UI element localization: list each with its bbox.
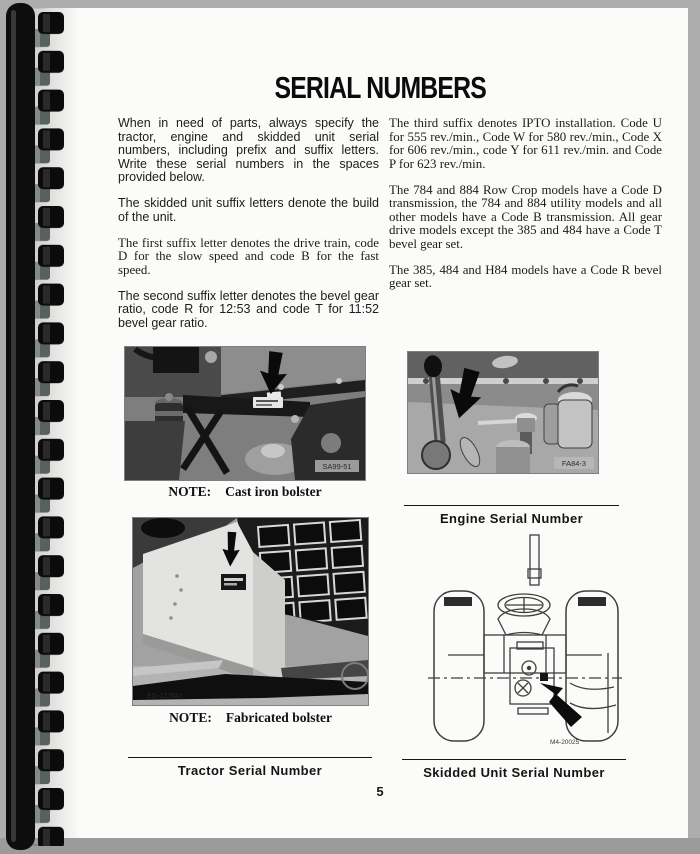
engine-serial-photo bbox=[408, 352, 598, 473]
note-label: NOTE: bbox=[169, 710, 212, 725]
drawing-code-label: M4-20025 bbox=[550, 739, 580, 746]
paragraph: The 385, 484 and H84 models have a Code R bevel gear set. bbox=[389, 262, 662, 290]
caption-text: Engine Serial Number bbox=[439, 511, 584, 526]
skidded-unit-drawing bbox=[420, 533, 630, 760]
tractor-serial-caption bbox=[128, 757, 372, 778]
cast-iron-note-caption bbox=[125, 484, 365, 500]
binding-spine bbox=[6, 3, 35, 850]
note-text: Fabricated bolster bbox=[225, 710, 332, 725]
serial-plate bbox=[221, 574, 246, 590]
photo-code-label: FA84-3 bbox=[561, 459, 587, 468]
caption-text: Skidded Unit Serial Number bbox=[423, 765, 605, 780]
paragraph: The third suffix denotes IPTO installation. Code U for 555 rev./min., Code W for 580 rev./min., Code X for 606 rev./min., code Y for 611 rev./min. and Code P for 623 rev./min. bbox=[389, 116, 662, 171]
scan-bottom-border bbox=[0, 838, 700, 854]
fabricated-note-caption bbox=[133, 710, 368, 726]
note-text: Cast iron bolster bbox=[225, 484, 322, 499]
photo-code-label: EG-127641 bbox=[147, 693, 183, 700]
skidded-unit-figure bbox=[420, 533, 630, 760]
right-text-column bbox=[389, 117, 662, 303]
note-label: NOTE: bbox=[168, 484, 212, 499]
paragraph: When in need of parts, always specify the tractor, engine and skidded unit serial numbers, including prefix and suffix letters. Write these serial numbers in the spaces provided below. bbox=[118, 116, 379, 184]
page-number: 5 bbox=[376, 784, 384, 799]
engine-serial-caption bbox=[404, 505, 619, 526]
fabricated-bolster-figure bbox=[133, 518, 368, 705]
skidded-serial-caption bbox=[402, 759, 626, 780]
cast-iron-bolster-figure bbox=[125, 347, 365, 480]
photo-code-label: SA99-51 bbox=[322, 462, 352, 471]
paragraph: The skidded unit suffix letters denote the build of the unit. bbox=[118, 196, 379, 224]
engine-serial-figure bbox=[408, 352, 598, 473]
comb-binding bbox=[0, 0, 72, 854]
cast-iron-bolster-photo bbox=[125, 347, 365, 480]
left-text-column bbox=[118, 117, 379, 343]
caption-text: Tractor Serial Number bbox=[177, 763, 323, 778]
paragraph: The 784 and 884 Row Crop models have a Code D transmission, the 784 and 884 utility models and all other models have a Code B transmission. All gear drive models except the 385 and 484 have a Code T bevel gear set. bbox=[389, 182, 662, 251]
paragraph: The first suffix letter denotes the drive train, code D for the slow speed and code B for the fast speed. bbox=[118, 235, 379, 277]
fabricated-bolster-photo bbox=[133, 518, 368, 705]
serial-plate bbox=[253, 397, 283, 408]
paragraph: The second suffix letter denotes the bevel gear ratio, code R for 12:53 and code T for 11:52 bevel gear ratio. bbox=[118, 288, 379, 330]
page-title: SERIAL NUMBERS bbox=[274, 70, 486, 105]
